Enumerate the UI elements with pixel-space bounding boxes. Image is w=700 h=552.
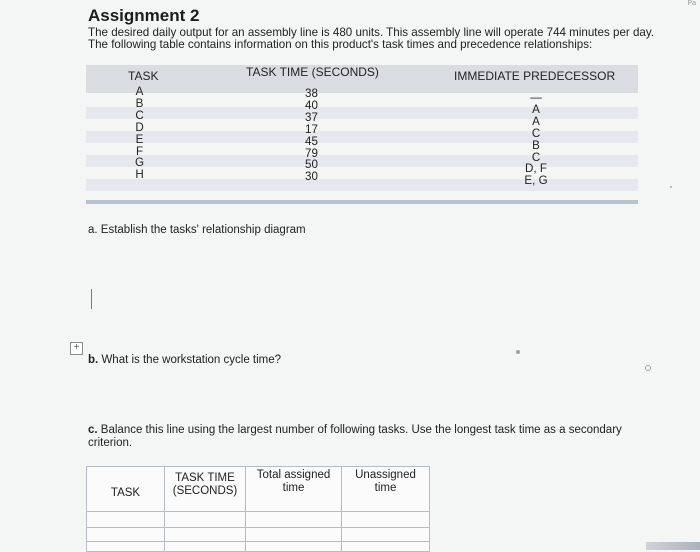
- balance-header-total-assigned: Total assigned time: [256, 469, 331, 494]
- task-time-column: 38 40 37 17 45 79 50 30: [305, 87, 318, 184]
- precedence-table: [86, 55, 638, 205]
- question-a: [88, 224, 306, 236]
- row-divider: [87, 511, 429, 512]
- question-a-label: a.: [88, 224, 98, 236]
- balance-header-unassigned: Unassigned time: [355, 469, 416, 494]
- circle-marker: [645, 365, 651, 371]
- page-tag: Pa: [687, 0, 696, 7]
- question-b-label: b.: [88, 354, 99, 366]
- balance-header-task-time: TASK TIME (SECONDS): [172, 472, 238, 497]
- balance-table: [86, 466, 430, 552]
- balance-header-task: TASK: [110, 487, 141, 499]
- dot-marker: [670, 186, 672, 188]
- header-immediate-predecessor: IMMEDIATE PREDECESSOR: [454, 69, 616, 83]
- header-task-time: TASK TIME (SECONDS): [246, 65, 379, 79]
- table-stripe: [86, 155, 638, 167]
- answer-a-text-cursor[interactable]: [91, 289, 92, 309]
- task-column: A B C D E F G H: [135, 85, 145, 182]
- page-title: Assignment 2: [88, 6, 200, 25]
- table-bottom-rule: [86, 200, 638, 204]
- dot-marker: [516, 350, 520, 354]
- table-stripe: [86, 107, 638, 119]
- row-divider: [87, 527, 429, 528]
- intro-paragraph: The desired daily output for an assembly line is 480 units. This assembly line will operate 744 minutes per day. The following table contains information on this product's task times and precedence relationships:: [88, 26, 655, 51]
- table-stripe: [86, 131, 638, 143]
- corner-shadow: [646, 542, 700, 550]
- question-c: [88, 424, 658, 450]
- predecessor-column: — A A C B C D, F E, G: [524, 91, 548, 188]
- question-a-text: Establish the tasks' relationship diagram: [100, 224, 306, 236]
- question-b-text: What is the workstation cycle time?: [101, 354, 282, 366]
- header-task: TASK: [128, 69, 159, 83]
- question-c-text: Balance this line using the largest number of following tasks. Use the longest task time as a secondary criterion.: [88, 424, 622, 449]
- question-b: [88, 354, 281, 366]
- question-c-label: c.: [88, 424, 98, 436]
- expand-plus-icon[interactable]: +: [70, 342, 83, 355]
- row-divider: [87, 541, 429, 542]
- table-stripe: [86, 179, 638, 191]
